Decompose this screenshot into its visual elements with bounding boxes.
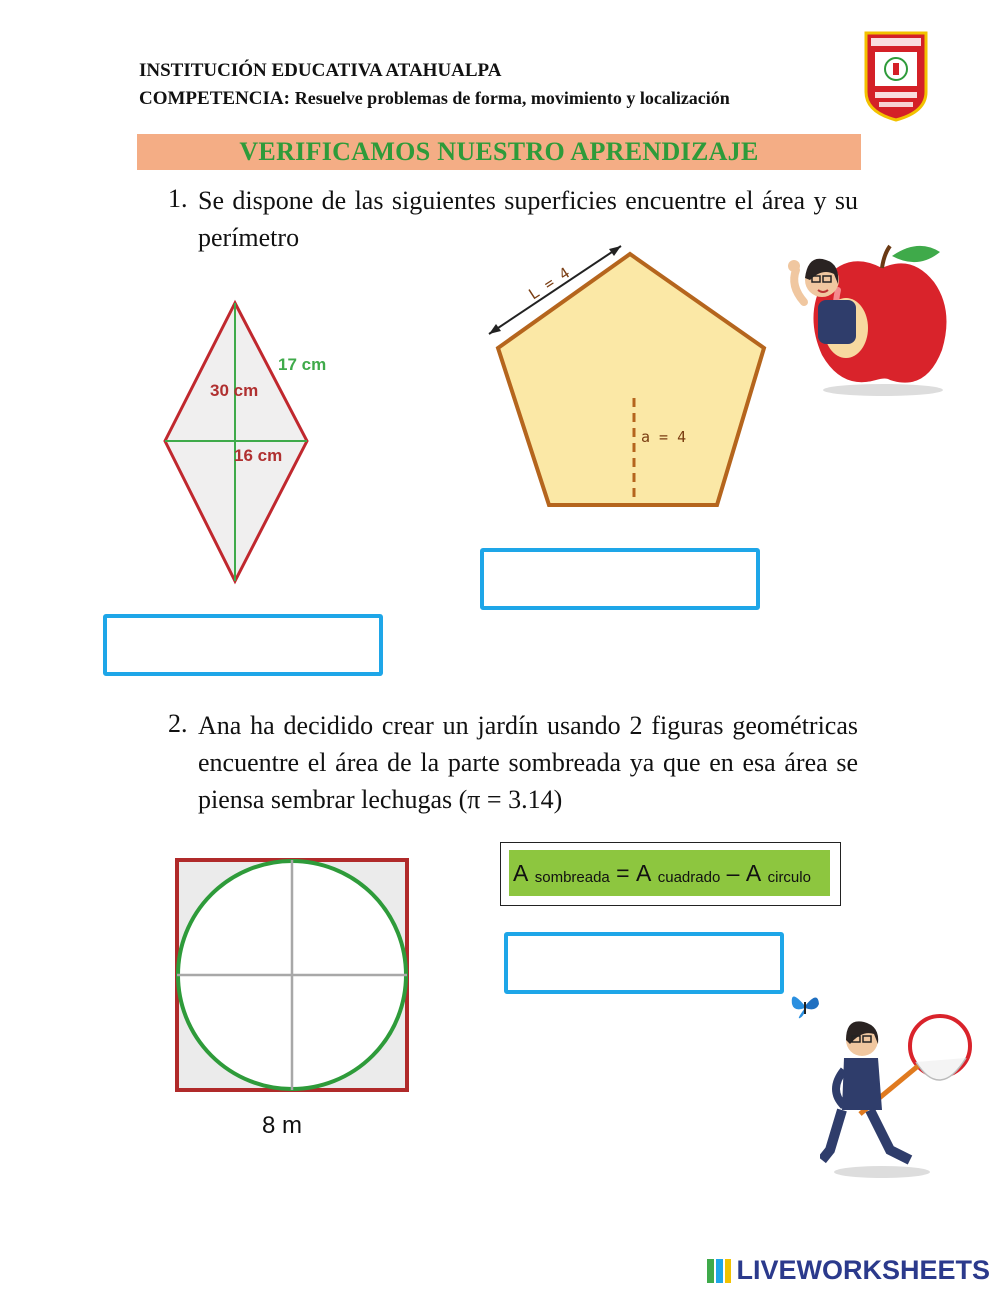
rhombus-figure	[160, 298, 350, 588]
rhombus-short-diagonal-label: 16 cm	[234, 446, 283, 465]
question2-number: 2.	[168, 709, 188, 738]
footer-brand-text: LIVEWORKSHEETS	[736, 1255, 990, 1285]
institution-name: INSTITUCIÓN EDUCATIVA ATAHUALPA	[139, 60, 502, 81]
liveworksheets-logo-icon	[706, 1257, 732, 1285]
footer-brand[interactable]	[706, 1255, 990, 1286]
pentagon-figure	[485, 238, 775, 518]
question1-number: 1.	[168, 184, 188, 213]
question1-text: Se dispone de las siguientes superficies encuentre el área y su perímetro	[198, 186, 858, 252]
rhombus-side-label: 17 cm	[278, 355, 327, 374]
teacher-apple-illustration	[778, 240, 950, 400]
pentagon-answer-input[interactable]	[480, 548, 760, 610]
school-crest-logo	[863, 30, 929, 122]
rhombus-answer-input[interactable]	[103, 614, 383, 676]
formula-text: A sombreada = A cuadrado – A circulo	[509, 850, 830, 896]
pentagon-apothem-label: a = 4	[641, 428, 687, 446]
pi-expression: (π = 3.14)	[458, 785, 563, 814]
section-banner	[137, 134, 861, 170]
competence-text: Resuelve problemas de forma, movimiento y localización	[294, 88, 730, 108]
formula-box	[500, 842, 841, 906]
square-side-label: 8 m	[262, 1112, 303, 1139]
rhombus-long-diagonal-label: 30 cm	[210, 381, 259, 400]
butterfly-icon	[786, 988, 824, 1024]
shaded-area-answer-input[interactable]	[504, 932, 784, 994]
question2-text: Ana ha decidido crear un jardín usando 2 figuras geométricas encuentre el área de la parte sombreada ya que en esa área se piensa sembrar lechugas	[198, 711, 858, 814]
competence-line	[139, 88, 730, 110]
banner-title: VERIFICAMOS NUESTRO APRENDIZAJE	[239, 137, 759, 166]
competence-label: COMPETENCIA:	[139, 88, 290, 109]
teacher-net-illustration	[820, 1010, 980, 1180]
pentagon-side-label: L = 4	[525, 263, 574, 304]
square-circle-figure	[172, 855, 414, 1097]
question2-paragraph	[198, 707, 858, 818]
